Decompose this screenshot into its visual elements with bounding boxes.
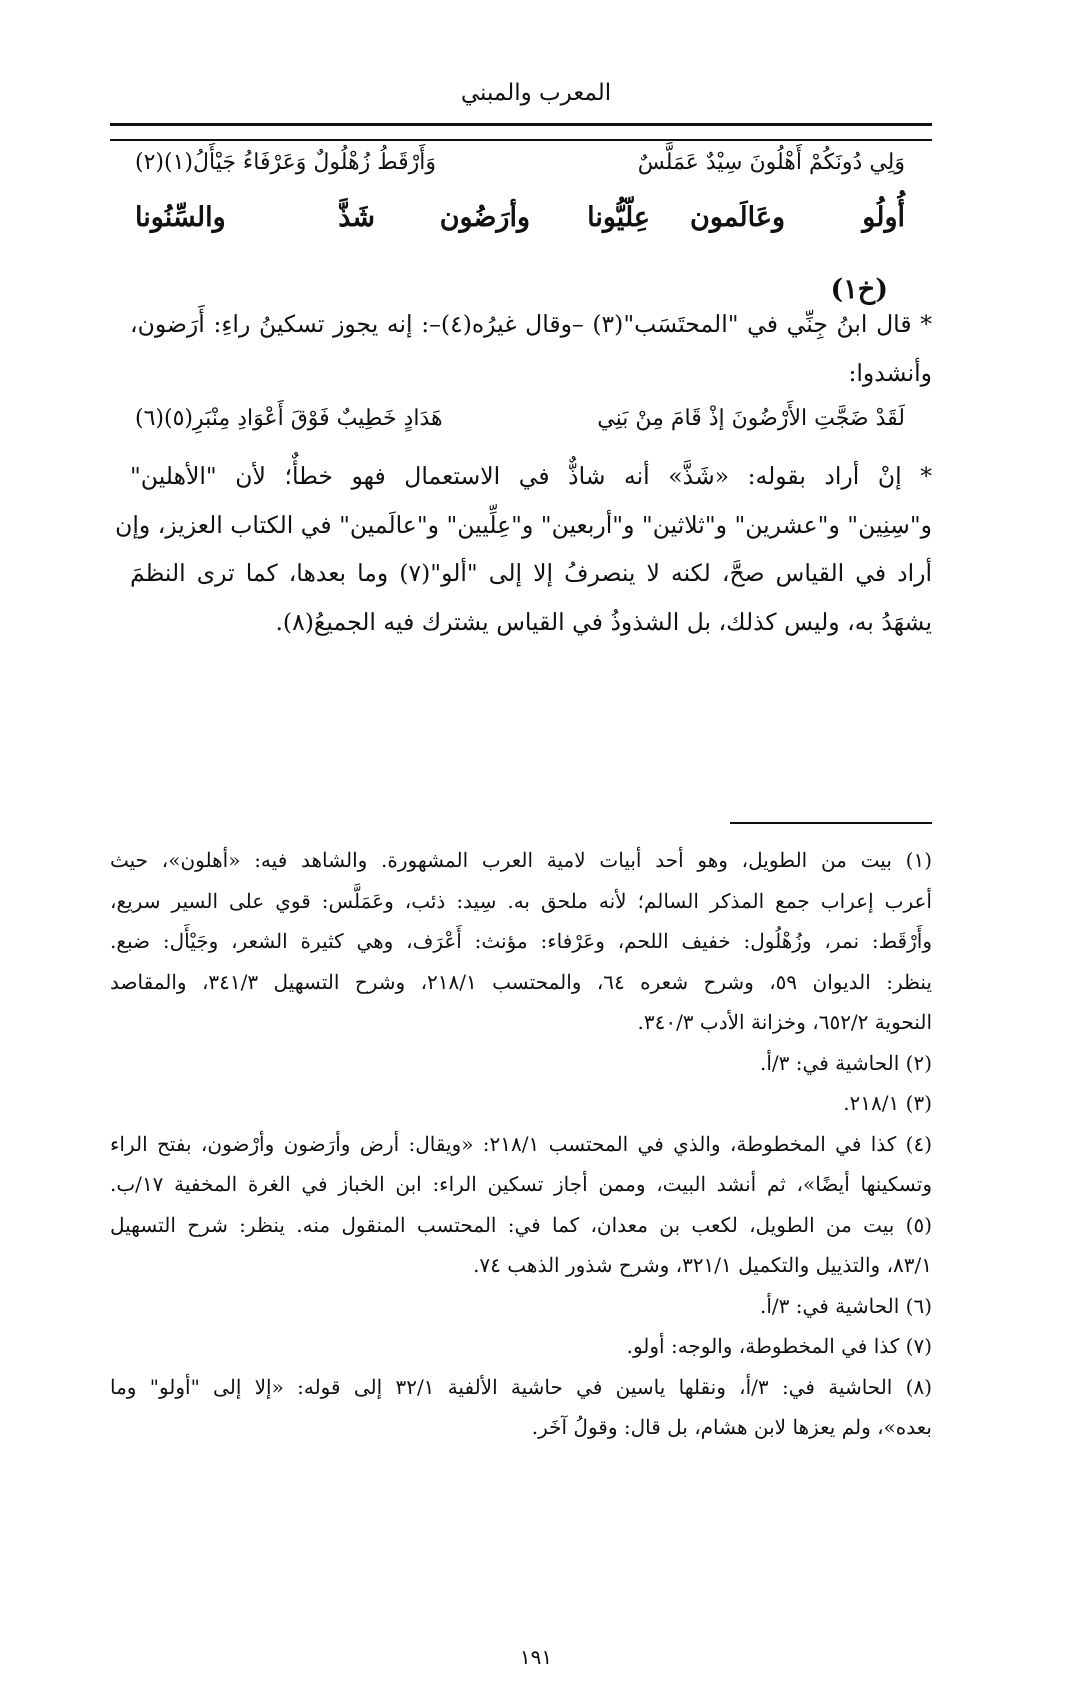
- text-line: * قال ابنُ جِنِّي في "المحتَسَب"(٣) –وقال غيرُه(٤)–: إنه يجوز تسكينُ راءِ: أَرَضون،: [130, 310, 932, 338]
- header-rule-thick: [110, 123, 932, 126]
- verse-first-hemistich: لَقَدْ ضَجَّتِ الأَرْضُونَ إذْ قَامَ مِنْ بَنِي: [597, 406, 905, 431]
- running-header: المعرب والمبني: [460, 80, 612, 106]
- footnote-1: ينظر: الديوان ٥٩، وشرح شعره ٦٤، والمحتسب ٢١٨/١، وشرح التسهيل ٣٤١/٣، والمقاصد: [110, 969, 933, 994]
- alfiya-word: عِلّيُّونا: [587, 202, 650, 233]
- verse-first-hemistich: وَلِي دُونَكُمْ أَهْلُونَ سِيْدٌ عَمَلَّسٌ: [637, 150, 905, 175]
- footnotes: [110, 840, 932, 1448]
- alfiya-word: وأرَضُون: [439, 202, 530, 233]
- alfiya-verse: [135, 202, 905, 242]
- footnote-1: (١) بيت من الطويل، وهو أحد أبيات لامية العرب المشهورة. والشاهد فيه: «أهلون»، حيث: [110, 848, 932, 872]
- verse-lamiyya: [135, 150, 905, 184]
- footnote-8: (٨) الحاشية في: ٣/أ، ونقلها ياسين في حاشية الألفية ٣٢/١ إلى قوله: «إلا إلى "أولو" وما: [110, 1374, 933, 1399]
- commentary-paragraph-2: [115, 452, 933, 646]
- commentary-paragraph-1: [130, 300, 932, 397]
- footnote-1: أعرب إعراب جمع المذكر السالم؛ لأنه ملحق به. سِيد: ذئب، وعَمَلَّس: قوي على السير سريع،: [110, 888, 932, 913]
- page-number: ١٩١: [519, 1645, 553, 1669]
- footnote-1: وأَرْقَط: نمر، وزُهْلُول: خفيف اللحم، وعَرْفاء: مؤنث: أَعْرَف، وهي كثيرة الشعر، وجَيْأَل: ضبع.: [110, 929, 932, 953]
- verse-second-hemistich: وَأَرْقَطُ زُهْلُولٌ وَعَرْفَاءُ جَيْأَلُ(١)(٢): [135, 150, 436, 175]
- alfiya-word: والسِّنُونا: [135, 202, 226, 233]
- manuscript-reference: (خ١): [830, 274, 888, 305]
- footnote-4: وتسكينها أيضًا»، ثم أنشد البيت، وممن أجاز تسكين الراء: ابن الخباز في الغرة المخفية ١٧/ب.: [110, 1172, 932, 1196]
- footnote-8: بعده»، ولم يعزها لابن هشام، بل قال: وقولُ آخَر.: [531, 1415, 932, 1439]
- footnote-5: (٥) بيت من الطويل، لكعب بن معدان، كما في: المحتسب المنقول منه. ينظر: شرح التسهيل: [110, 1212, 932, 1237]
- verse-ardun: [135, 406, 905, 440]
- footnote-7: (٧) كذا في المخطوطة، والوجه: أولو.: [626, 1334, 932, 1358]
- footnote-3: (٣) ٢١٨/١.: [843, 1091, 932, 1115]
- verse-second-hemistich: هَدَادٍ خَطِيبٌ فَوْقَ أَعْوَادِ مِنْبَرِ(٥)(٦): [135, 406, 443, 431]
- text-line: * إنْ أراد بقوله: «شَذَّ» أنه شاذٌّ في الاستعمال فهو خطأٌ؛ لأن "الأهلين": [130, 462, 932, 490]
- footnote-5: ٨٣/١، والتذييل والتكميل ٣٢١/١، وشرح شذور الذهب ٧٤.: [473, 1253, 932, 1277]
- footnote-separator: [730, 822, 932, 824]
- alfiya-word: شَذَّ: [338, 202, 375, 233]
- footnote-6: (٦) الحاشية في: ٣/أ.: [760, 1293, 932, 1318]
- text-line: أراد في القياس صحَّ، لكنه لا ينصرفُ إلا إلى "ألو"(٧) وما بعدها، كما ترى النظمَ: [130, 559, 933, 587]
- alfiya-word: أُولُو: [862, 202, 905, 233]
- text-line: يشهَدُ به، وليس كذلك، بل الشذوذُ في القياس يشترك فيه الجميعُ(٨).: [275, 607, 932, 636]
- footnote-1: النحوية ٦٥٢/٢، وخزانة الأدب ٣٤٠/٣.: [637, 1010, 932, 1034]
- alfiya-word: وعَالَمون: [690, 202, 785, 233]
- footnote-4: (٤) كذا في المخطوطة، والذي في المحتسب ٢١٨/١: «ويقال: أرض وأرَضون وأرْضون، بفتح الراء: [110, 1131, 933, 1156]
- footnote-2: (٢) الحاشية في: ٣/أ.: [760, 1050, 932, 1075]
- text-line: و"سِنِين" و"عشرين" و"ثلاثين" و"أربعين" و"عِلِّيين" و"عالَمين" في الكتاب العزيز، وإن: [115, 510, 932, 539]
- text-line: وأنشدوا:: [848, 358, 932, 387]
- header-rule-thin: [110, 139, 932, 141]
